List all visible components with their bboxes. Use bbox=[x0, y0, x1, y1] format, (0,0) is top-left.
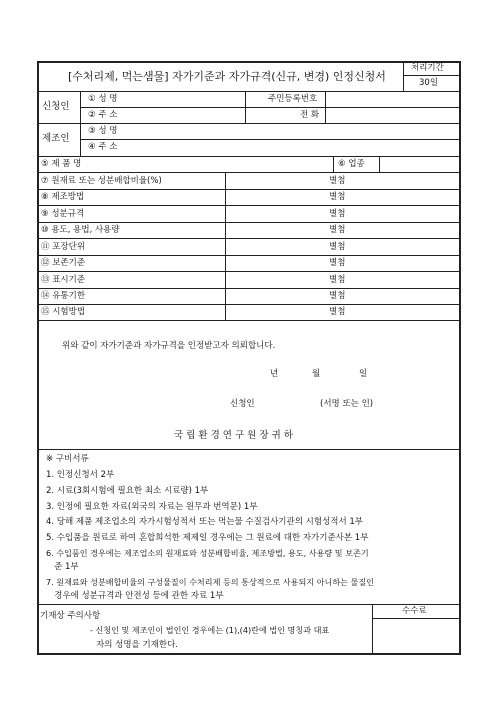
signer-label: 신청인 bbox=[230, 399, 255, 409]
applicant-phone-label: 전 화 bbox=[300, 110, 320, 120]
item-value: 별첨 bbox=[329, 192, 346, 202]
item-value: 별첨 bbox=[329, 291, 346, 301]
item-value: 별첨 bbox=[329, 209, 346, 219]
declaration-statement: 위와 같이 자가기준과 자가규격을 인정받고자 의뢰합니다. bbox=[62, 341, 276, 351]
item-label: ⑪ 포장단위 bbox=[41, 242, 86, 252]
manufacturer-name-field[interactable] bbox=[160, 124, 458, 138]
item-label: ⑮ 시험방법 bbox=[41, 307, 86, 317]
fee-label: 수수료 bbox=[402, 606, 427, 616]
form-title: [수처리제, 먹는샘물] 자가기준과 자가규격(신규, 변경) 인정신청서 bbox=[68, 70, 386, 83]
item-label: ⑦ 원재료 또는 성분배합비율(%) bbox=[41, 176, 162, 186]
document-line: 5. 수입품을 원료로 하여 혼합희석한 제제일 경우에는 그 원료에 대한 자가기준사본 1부 bbox=[46, 533, 369, 543]
manufacturer-address-field[interactable] bbox=[160, 140, 458, 155]
document-line: 2. 시료(3회시험에 필요한 최소 시료량) 1부 bbox=[46, 486, 209, 496]
date-month-label: 월 bbox=[312, 369, 321, 379]
document-line: 6. 수입품인 경우에는 제조업소의 원재료와 성분배합비율, 제조방법, 용도, 사용량 및 보존기 bbox=[46, 548, 369, 558]
applicant-name-field[interactable] bbox=[160, 92, 244, 106]
business-type-field[interactable] bbox=[381, 157, 457, 171]
business-type-label: ⑥ 업종 bbox=[338, 159, 365, 169]
item-label: ⑫ 보존기준 bbox=[41, 258, 86, 268]
date-year-label: 년 bbox=[270, 369, 279, 379]
document-line: 1. 인정신청서 2부 bbox=[46, 470, 115, 480]
document-line: 4. 당해 제품 제조업소의 자가시험성적서 또는 먹는물 수질검사기관의 시험성적서 1부 bbox=[46, 517, 364, 527]
date-day-label: 일 bbox=[359, 369, 368, 379]
item-label: ⑨ 성분규격 bbox=[41, 209, 85, 219]
applicant-phone-field[interactable] bbox=[327, 108, 457, 122]
document-line: 경우에 성분규격과 안전성 등에 관한 자료 1부 bbox=[46, 591, 224, 601]
manufacturer-address-label: ④ 주 소 bbox=[88, 142, 118, 152]
item-value: 별첨 bbox=[329, 275, 346, 285]
product-name-field[interactable] bbox=[110, 157, 330, 171]
applicant-name-label: ① 성 명 bbox=[88, 94, 118, 104]
notes-line: 자의 성명을 기재한다. bbox=[96, 640, 179, 650]
signature-hint: (서명 또는 인) bbox=[320, 399, 374, 409]
documents-heading: ※ 구비서류 bbox=[46, 454, 89, 464]
document-line: 준 1부 bbox=[46, 562, 79, 572]
item-label: ⑧ 제조방법 bbox=[41, 192, 85, 202]
recipient-line: 국 립 환 경 연 구 원 장 귀 하 bbox=[174, 430, 293, 441]
item-value: 별첨 bbox=[329, 242, 346, 252]
document-line: 3. 인정에 필요한 자료(외국의 자료는 원무과 번역문) 1부 bbox=[46, 502, 258, 512]
applicant-rrn-field[interactable] bbox=[327, 92, 457, 106]
applicant-rrn-label: 주민등록번호 bbox=[268, 94, 318, 104]
fee-field[interactable] bbox=[374, 620, 458, 652]
notes-heading: 기재상 주의사항 bbox=[40, 611, 101, 621]
applicant-address-label: ② 주 소 bbox=[88, 110, 118, 120]
notes-line: - 신청인 및 제조인이 법인인 경우에는 (1),(4)란에 법인 명칭과 대표 bbox=[90, 625, 330, 635]
processing-period-label: 처리기간 bbox=[411, 63, 444, 73]
item-value: 별첨 bbox=[329, 225, 346, 235]
applicant-section-label: 신청인 bbox=[42, 101, 70, 112]
item-value: 별첨 bbox=[329, 176, 346, 186]
document-line: 7. 원재료와 성분배합비율의 구성물질이 수처리제 등의 통상적으로 사용되지 아니하는 물질인 bbox=[46, 577, 374, 587]
product-name-label: ⑤ 제 품 명 bbox=[41, 159, 82, 169]
manufacturer-name-label: ③ 성 명 bbox=[88, 126, 118, 136]
manufacturer-section-label: 제조인 bbox=[42, 133, 70, 144]
item-value: 별첨 bbox=[329, 307, 346, 317]
processing-period-value: 30일 bbox=[419, 78, 439, 88]
item-label: ⑭ 유통기한 bbox=[41, 291, 86, 301]
item-label: ⑩ 용도, 용법, 사용량 bbox=[41, 225, 120, 235]
item-label: ⑬ 표시기준 bbox=[41, 275, 86, 285]
signature-field[interactable] bbox=[262, 395, 318, 411]
applicant-address-field[interactable] bbox=[160, 108, 244, 122]
item-value: 별첨 bbox=[329, 258, 346, 268]
